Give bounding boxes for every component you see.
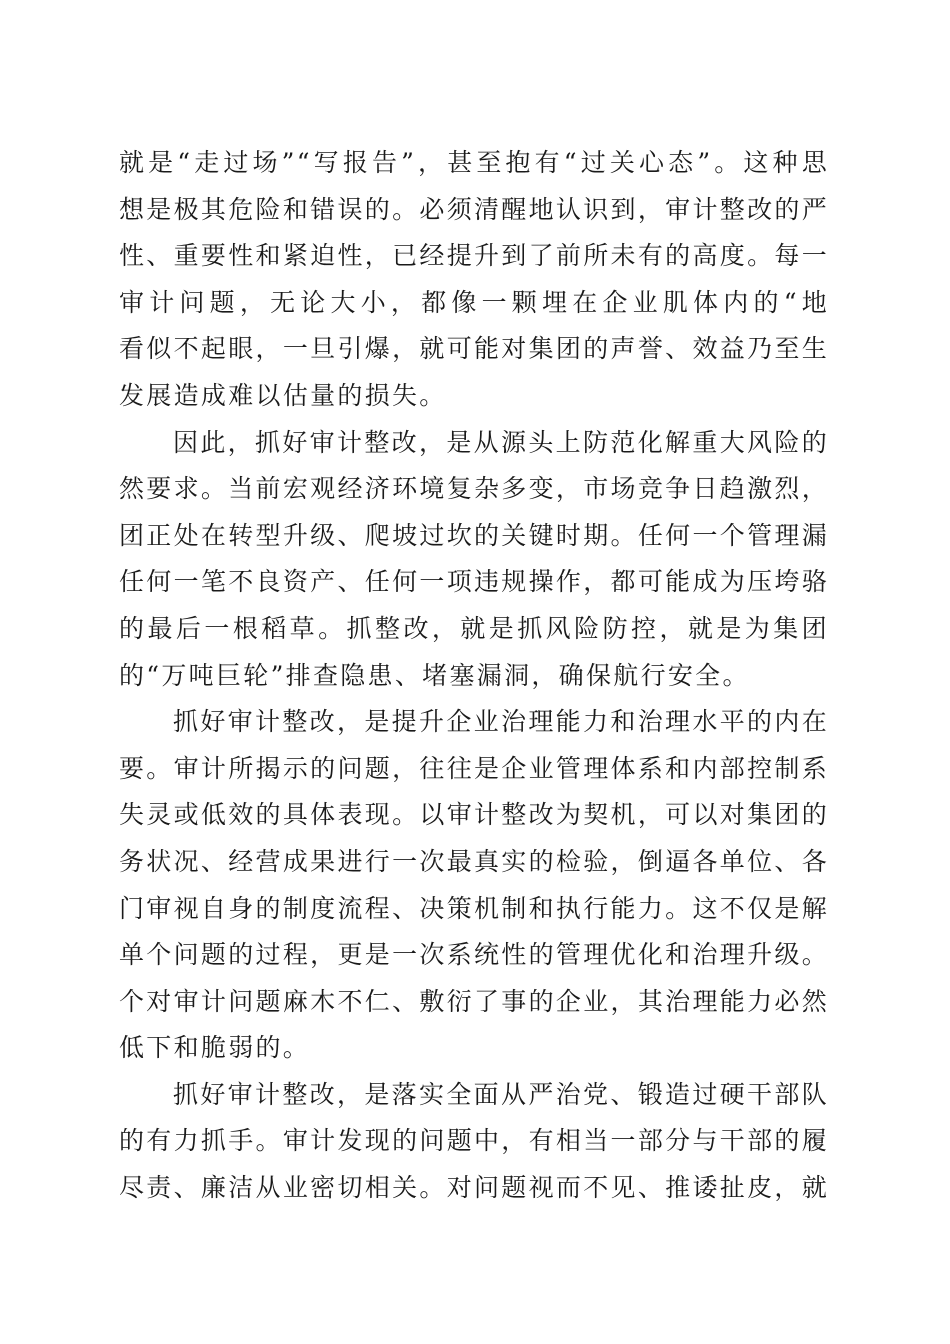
- text-line: 要。审计所揭示的问题，往往是企业管理体系和内部控制系: [119, 753, 829, 783]
- text-line: 个对审计问题麻木不仁、敷衍了事的企业，其治理能力必然: [119, 986, 829, 1016]
- text-line: 单个问题的过程，更是一次系统性的管理优化和治理升级。: [119, 940, 829, 970]
- text-line: 低下和脆弱的。: [119, 1033, 311, 1063]
- text-line: 任何一笔不良资产、任何一项违规操作，都可能成为压垮骆: [119, 567, 829, 597]
- text-line: 门审视自身的制度流程、决策机制和执行能力。这不仅是解: [119, 893, 829, 923]
- text-line: 抓好审计整改，是提升企业治理能力和治理水平的内在: [173, 707, 829, 737]
- text-line: 看似不起眼，一旦引爆，就可能对集团的声誉、效益乃至生: [119, 334, 829, 364]
- text-line: 审计问题，无论大小，都像一颗埋在企业肌体内的“地: [119, 287, 829, 317]
- paragraph-3: [119, 699, 829, 1072]
- text-line: 尽责、廉洁从业密切相关。对问题视而不见、推诿扯皮，就: [119, 1173, 829, 1203]
- text-line: 想是极其危险和错误的。必须清醒地认识到，审计整改的严: [119, 194, 829, 224]
- text-line: 发展造成难以估量的损失。: [119, 380, 447, 410]
- body-text: [119, 140, 829, 1212]
- text-line: 因此，抓好审计整改，是从源头上防范化解重大风险的: [173, 427, 829, 457]
- text-line: 性、重要性和紧迫性，已经提升到了前所未有的高度。每一: [119, 241, 829, 271]
- text-line: 团正处在转型升级、爬坡过坎的关键时期。任何一个管理漏: [119, 520, 829, 550]
- text-line: 的有力抓手。审计发现的问题中，有相当一部分与干部的履: [119, 1126, 829, 1156]
- paragraph-1: [119, 140, 829, 420]
- text-line: 的“万吨巨轮”排查隐患、堵塞漏洞，确保航行安全。: [119, 660, 750, 690]
- text-line: 务状况、经营成果进行一次最真实的检验，倒逼各单位、各: [119, 846, 829, 876]
- paragraph-4: [119, 1072, 829, 1212]
- text-line: 失灵或低效的具体表现。以审计整改为契机，可以对集团的: [119, 800, 829, 830]
- text-line: 的最后一根稻草。抓整改，就是抓风险防控，就是为集团: [119, 613, 829, 643]
- text-line: 就是“走过场”“写报告”，甚至抱有“过关心态”。这种思: [119, 148, 829, 177]
- text-line: 然要求。当前宏观经济环境复杂多变，市场竞争日趋激烈，: [119, 474, 829, 504]
- text-line: 抓好审计整改，是落实全面从严治党、锻造过硬干部队: [173, 1079, 829, 1109]
- paragraph-2: [119, 420, 829, 700]
